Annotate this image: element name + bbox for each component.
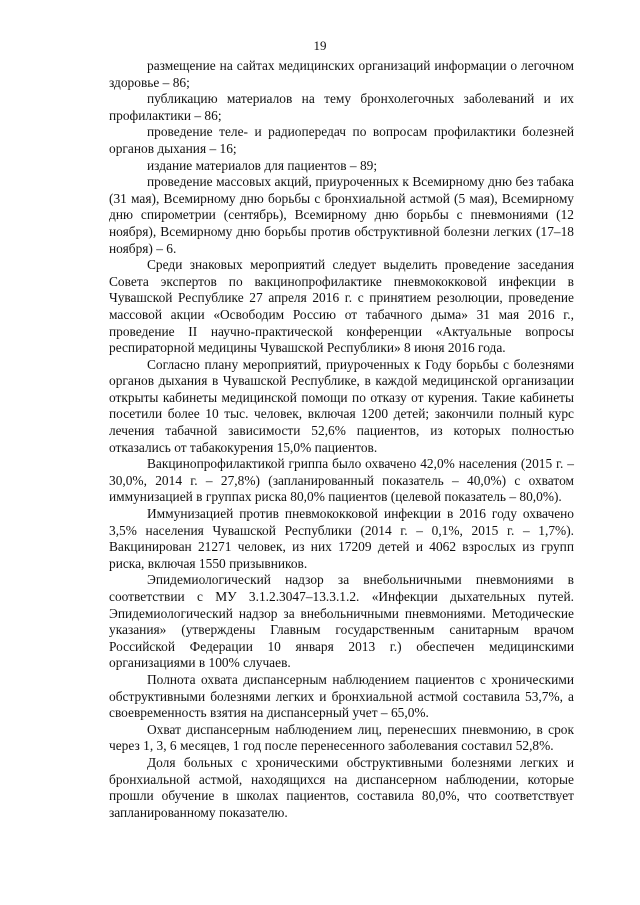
paragraph-pneumococcal-immunization: Иммунизацией против пневмококковой инфекции в 2016 году охвачено 3,5% населения Чувашской Республики (2014 г. – 0,1%, 2015 г. – 1,7%). Вакцинирован 21271 человек, из них 17209 детей и 4062 взрослых из групп риска, включая 1550 призывников. — [109, 506, 574, 571]
paragraph-web-publication: размещение на сайтах медицинских организаций информации о легочном здоровье – 86; — [109, 58, 574, 90]
paragraph-patient-schools: Доля больных с хроническими обструктивными болезнями легких и бронхиальной астмой, находящихся на диспансерном наблюдении, которые прошли обучение в школах пациентов, составила 80,0%, что соответствует запланированному показателю. — [109, 754, 574, 820]
paragraph-key-events: Среди знаковых мероприятий следует выделить проведение заседания Совета экспертов по вакцинопрофилактике пневмококковой инфекции в Чувашской Республике 27 апреля 2016 г. с принятием резолюции, проведение массовой акции «Освободим Россию от табачного дыма» 31 мая 2016 г., проведение II научно-практической конференции «Актуальные вопросы респираторной медицины Чувашской Республики» 8 июня 2016 года. — [109, 257, 574, 356]
paragraph-tv-radio: проведение теле- и радиопередач по вопросам профилактики болезней органов дыхания – 16; — [109, 124, 574, 156]
paragraph-patient-materials: издание материалов для пациентов – 89; — [147, 157, 378, 173]
paragraph-flu-vaccination: Вакцинопрофилактикой гриппа было охвачено 42,0% населения (2015 г. – 30,0%, 2014 г. – 27,8%) (запланированный показатель – 40,0%) с охватом иммунизацией в группах риска 80,0% пациентов (целевой показатель – 80,0%). — [109, 456, 574, 505]
document-body — [109, 58, 574, 821]
paragraph-mass-actions: проведение массовых акций, приуроченных к Всемирному дню без табака (31 мая), Всемирному дню борьбы с бронхиальной астмой (5 мая), Всемирному дню спирометрии (сентябрь), Всемирному дню борьбы с пневмониями (12 ноября), Всемирному дню борьбы против обструктивной болезни легких (17–18 ноября) – 6. — [109, 174, 574, 256]
paragraph-pneumonia-followup: Охват диспансерным наблюдением лиц, перенесших пневмонию, в срок через 1, 3, 6 месяцев, 1 год после перенесенного заболевания составил 52,8%. — [109, 721, 574, 754]
paragraph-dispensary-coverage: Полнота охвата диспансерным наблюдением пациентов с хроническими обструктивными болезнями легких и бронхиальной астмой составила 53,7%, а своевременность взятия на диспансерный учет – 65,0%. — [109, 671, 574, 721]
paragraph-epidemiological-surveillance: Эпидемиологический надзор за внебольничными пневмониями в соответствии с МУ 3.1.2.3047–13.3.1.2. «Инфекции дыхательных путей. Эпидемиологический надзор за внебольничными пневмониями. Методические указания» (утверждены Главным государственным санитарным врачом Российской Федерации 10 января 2013 г.) обеспечен медицинскими организациями в 100% случаев. — [109, 572, 574, 671]
paragraph-smoking-cessation: Согласно плану мероприятий, приуроченных к Году борьбы с болезнями органов дыхания в Чувашской Республике, в каждой медицинской организации открыты кабинеты медицинской помощи по отказу от курения. Такие кабинеты посетили более 10 тыс. человек, включая 1200 детей; закончили полный курс лечения табачной зависимости 52,6% пациентов, из которых полностью отказались от табакокурения 15,0% пациентов. — [109, 356, 574, 455]
page-number: 19 — [313, 38, 327, 53]
paragraph-materials-publication: публикацию материалов на тему бронхолегочных заболеваний и их профилактики – 86; — [109, 91, 574, 123]
